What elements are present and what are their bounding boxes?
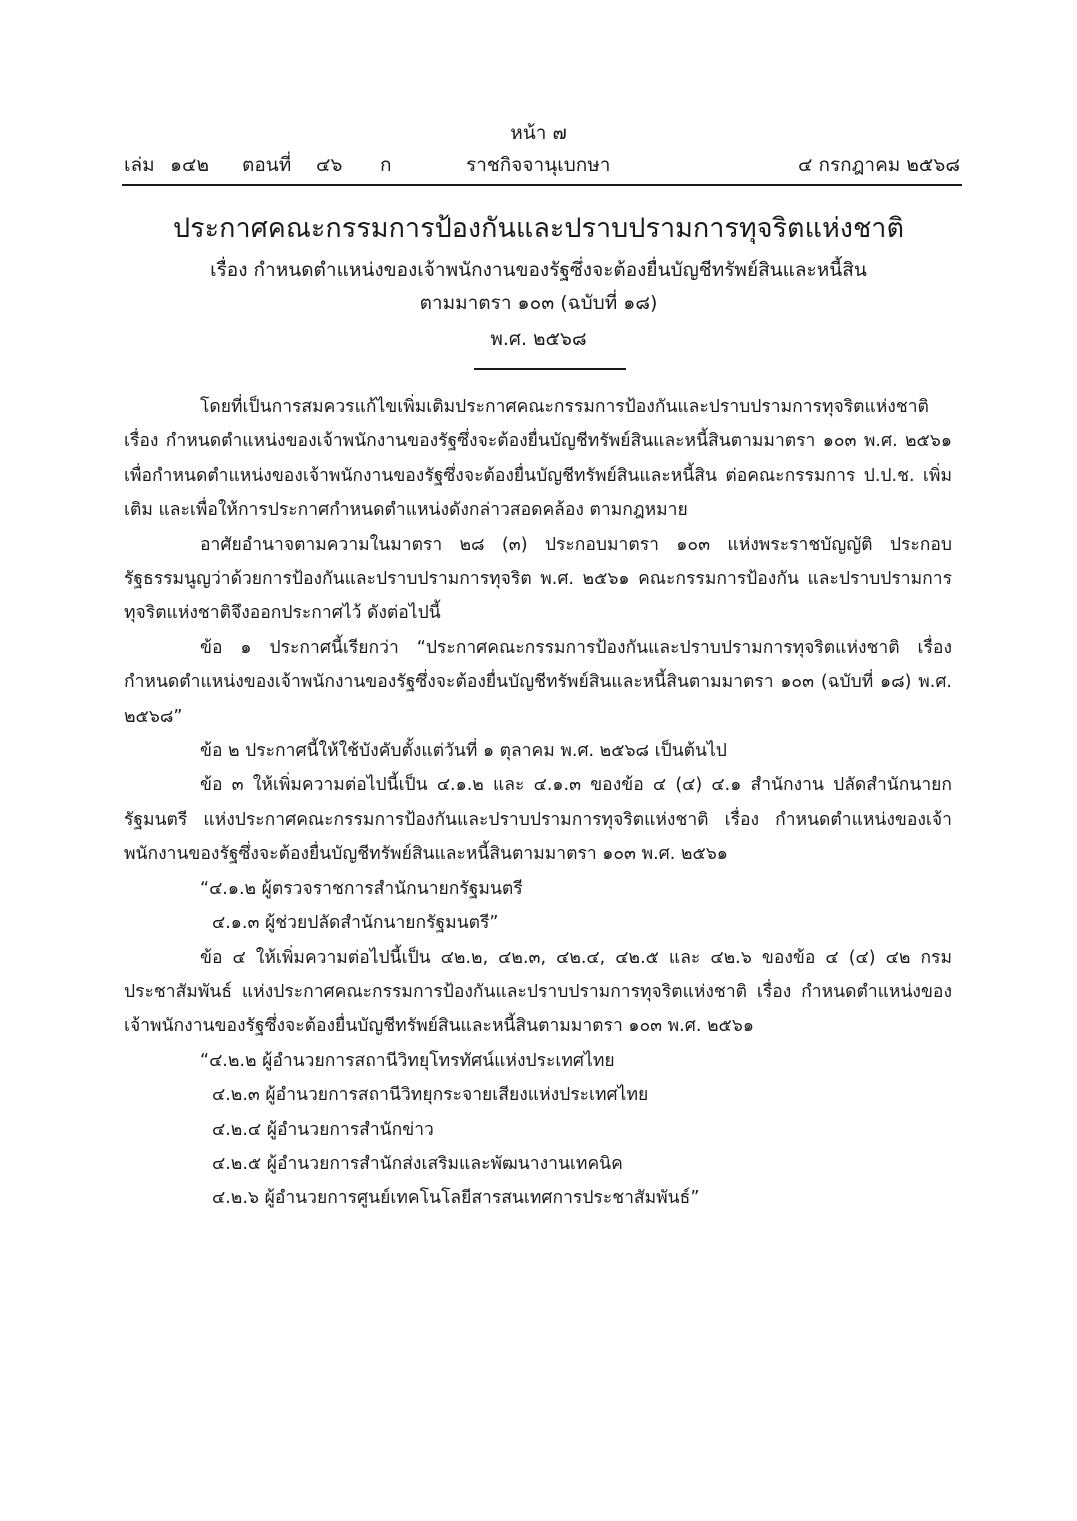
- announcement-subject: [0, 254, 1077, 320]
- subject-line-2: ตามมาตรา ๑๐๓ (ฉบับที่ ๑๘): [419, 292, 658, 314]
- volume-number: ๑๔๒: [170, 154, 209, 176]
- clause-4-item: ๔.๒.๖ ผู้อำนวยการศูนย์เทคโนโลยีสารสนเทศการประชาสัมพันธ์”: [212, 1188, 700, 1209]
- section-number: ๔๖: [316, 154, 343, 176]
- header-divider: [122, 184, 962, 186]
- subject-line-1: เรื่อง กำหนดตำแหน่งของเจ้าพนักงานของรัฐซึ่งจะต้องยื่นบัญชีทรัพย์สินและหนี้สิน: [210, 259, 867, 281]
- clause-4: ข้อ ๔ ให้เพิ่มความต่อไปนี้เป็น ๔๒.๒, ๔๒.๓, ๔๒.๔, ๔๒.๕ และ ๔๒.๖ ของข้อ ๔ (๔) ๔๒ กรมประชาสัมพันธ์ แห่งประกาศคณะกรรมการป้องกันและปราบปรามการทุจริตแห่งชาติ เรื่อง กำหนดตำแหน่งของเจ้าพนักงานของรัฐซึ่งจะต้องยื่นบัญชีทรัพย์สินและหนี้สินตามมาตรา ๑๐๓ พ.ศ. ๒๕๖๑: [124, 947, 952, 1037]
- announcement-body: [124, 390, 952, 1216]
- clause-2: ข้อ ๒ ประกาศนี้ให้ใช้บังคับตั้งแต่วันที่ ๑ ตุลาคม พ.ศ. ๒๕๖๘ เป็นต้นไป: [200, 741, 727, 762]
- clause-3: ข้อ ๓ ให้เพิ่มความต่อไปนี้เป็น ๔.๑.๒ และ ๔.๑.๓ ของข้อ ๔ (๔) ๔.๑ สำนักงาน ปลัดสำนักนายกรัฐมนตรี แห่งประกาศคณะกรรมการป้องกันและปราบปรามการทุจริตแห่งชาติ เรื่อง กำหนดตำแหน่งของเจ้าพนักงานของรัฐซึ่งจะต้องยื่นบัญชีทรัพย์สินและหนี้สินตามมาตรา ๑๐๓ พ.ศ. ๒๕๖๑: [124, 775, 952, 865]
- clause-4-item: ๔.๒.๔ ผู้อำนวยการสำนักข่าว: [212, 1119, 434, 1140]
- gazette-header: [124, 150, 960, 178]
- volume-label: เล่ม: [124, 154, 155, 176]
- authority-paragraph: อาศัยอำนาจตามความในมาตรา ๒๘ (๓) ประกอบมาตรา ๑๐๓ แห่งพระราชบัญญัติ ประกอบรัฐธรรมนูญว่าด้วยการป้องกันและปราบปรามการทุจริต พ.ศ. ๒๕๖๑ คณะกรรมการป้องกัน และปราบปรามการทุจริตแห่งชาติจึงออกประกาศไว้ ดังต่อไปนี้: [124, 534, 952, 624]
- publication-date: ๔ กรกฎาคม ๒๕๖๘: [798, 154, 960, 176]
- preamble-paragraph: โดยที่เป็นการสมควรแก้ไขเพิ่มเติมประกาศคณะกรรมการป้องกันและปราบปรามการทุจริตแห่งชาติ เรื่อง กำหนดตำแหน่งของเจ้าพนักงานของรัฐซึ่งจะต้องยื่นบัญชีทรัพย์สินและหนี้สินตามมาตรา ๑๐๓ พ.ศ. ๒๕๖๑ เพื่อกำหนดตำแหน่งของเจ้าพนักงานของรัฐซึ่งจะต้องยื่นบัญชีทรัพย์สินและหนี้สิน ต่อคณะกรรมการ ป.ป.ช. เพิ่มเติม และเพื่อให้การประกาศกำหนดตำแหน่งดังกล่าวสอดคล้อง ตามกฎหมาย: [124, 397, 952, 521]
- clause-3-item: ๔.๑.๓ ผู้ช่วยปลัดสำนักนายกรัฐมนตรี”: [212, 913, 499, 934]
- clause-4-item: “๔.๒.๒ ผู้อำนวยการสถานีวิทยุโทรทัศน์แห่งประเทศไทย: [200, 1050, 615, 1071]
- part-letter: ก: [380, 154, 392, 176]
- announcement-year: พ.ศ. ๒๕๖๘: [490, 328, 587, 350]
- clause-1: ข้อ ๑ ประกาศนี้เรียกว่า “ประกาศคณะกรรมการป้องกันและปราบปรามการทุจริตแห่งชาติ เรื่อง กำหนดตำแหน่งของเจ้าพนักงานของรัฐซึ่งจะต้องยื่นบัญชีทรัพย์สินและหนี้สินตามมาตรา ๑๐๓ (ฉบับที่ ๑๘) พ.ศ. ๒๕๖๘”: [124, 637, 952, 727]
- gazette-name: ราชกิจจานุเบกษา: [466, 154, 611, 176]
- clause-4-item: ๔.๒.๓ ผู้อำนวยการสถานีวิทยุกระจายเสียงแห่งประเทศไทย: [212, 1085, 649, 1106]
- clause-4-item: ๔.๒.๕ ผู้อำนวยการสำนักส่งเสริมและพัฒนางานเทคนิค: [212, 1153, 623, 1174]
- title-divider: [474, 368, 626, 370]
- section-label: ตอนที่: [242, 154, 292, 176]
- clause-3-item: “๔.๑.๒ ผู้ตรวจราชการสำนักนายกรัฐมนตรี: [200, 878, 523, 899]
- announcement-title: ประกาศคณะกรรมการป้องกันและปราบปรามการทุจริตแห่งชาติ: [173, 213, 904, 244]
- page-number: หน้า ๗: [510, 122, 567, 144]
